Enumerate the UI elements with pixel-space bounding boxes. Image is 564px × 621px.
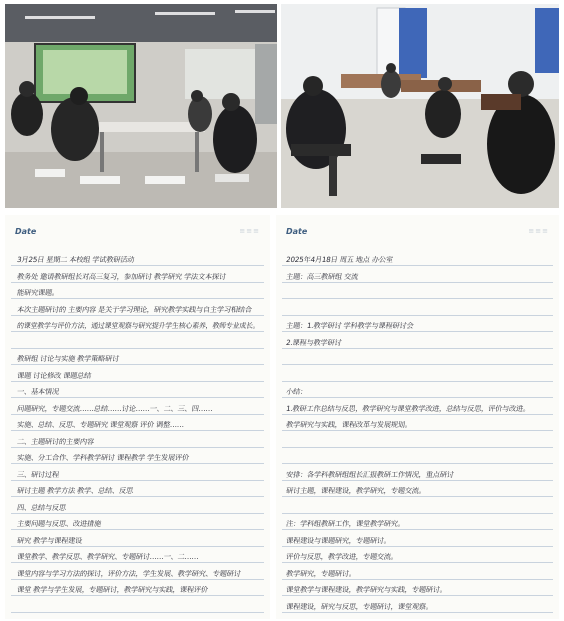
- ruled-line: [11, 612, 264, 613]
- ruled-line: [11, 364, 264, 365]
- handwritten-line: 主题：高三教研组 交流: [285, 271, 359, 281]
- notebook-right-lines: [276, 215, 559, 619]
- ruled-line: [282, 430, 553, 431]
- ruled-line: [11, 331, 264, 332]
- handwritten-line: 课堂教学与课程建设，教学研究与实践，专题研讨。: [285, 585, 448, 594]
- handwritten-line: 评价与反思，教学改进，专题交流。: [285, 552, 399, 561]
- ruled-line: [282, 331, 553, 332]
- ruled-line: [282, 447, 553, 448]
- handwritten-line: 小结：: [285, 387, 308, 396]
- handwritten-line: 课堂内容与学习方法的探讨，评价方法，学生发展、教学研究、专题研讨: [16, 568, 242, 578]
- date-label-right: Date: [286, 227, 308, 236]
- handwritten-line: 课堂教学、教学反思、教学研究、专题研讨……一、二……: [16, 552, 200, 561]
- handwritten-line: 教学研究，专题研讨。: [285, 568, 357, 578]
- handwritten-line: 教研组 讨论与实施 教学策略研讨: [16, 354, 120, 363]
- handwritten-line: 2.课程与教学研讨: [285, 337, 343, 347]
- ruled-line: [282, 529, 553, 530]
- handwritten-line: 问题研究，专题交流……总结……讨论……一、二、三、四……: [16, 403, 214, 413]
- ruled-line: [282, 595, 553, 596]
- ruled-line: [11, 348, 264, 349]
- handwritten-line: 主要问题与反思、改进措施: [16, 519, 102, 528]
- notebook-logo-left: ≡≡≡: [239, 227, 260, 235]
- ruled-line: [282, 562, 553, 563]
- ruled-line: [11, 430, 264, 431]
- notebook-left-lines: [5, 215, 270, 619]
- ruled-line: [282, 496, 553, 497]
- ruled-line: [11, 397, 264, 398]
- date-label-left: Date: [15, 227, 37, 236]
- classroom-scene: [5, 4, 277, 208]
- handwritten-line: 1.教研工作总结与反思，教学研究与课堂教学改进，总结与反思，评价与改进。: [285, 403, 531, 413]
- ruled-line: [282, 513, 553, 514]
- ruled-line: [282, 298, 553, 299]
- handwritten-line: 安排：各学科教研组组长汇报教研工作情况，重点研讨: [285, 469, 455, 479]
- ruled-line: [282, 397, 553, 398]
- ruled-line: [11, 298, 264, 299]
- notebook-page-right: [276, 215, 559, 619]
- ruled-line: [11, 496, 264, 497]
- notebook-page-left: [5, 215, 270, 619]
- office-meeting-photo: [281, 4, 559, 208]
- handwritten-line: 注：学科组教研工作，课堂教学研究。: [285, 519, 406, 528]
- office-scene: [281, 4, 559, 208]
- ruled-line: [282, 463, 553, 464]
- handwritten-line: 本次主题研讨的 主要内容 是关于学习理论，研究教学实践与自主学习相结合: [16, 304, 253, 314]
- ruled-line: [11, 595, 264, 596]
- handwritten-line: 3月25日 星期二 本校组 学试教研活动: [16, 255, 135, 264]
- handwritten-line: 2025年4月18日 周五 地点 办公室: [285, 255, 394, 264]
- notebook-logo-right: ≡≡≡: [528, 227, 549, 235]
- ruled-line: [11, 529, 264, 530]
- handwritten-line: 课堂 教学与学生发展，专题研讨，教学研究与实践，课程评价: [16, 585, 209, 594]
- handwritten-line: 课题 讨论修改 课题总结: [16, 370, 92, 380]
- handwritten-line: 研讨主题，课程建设，教学研究，专题交流。: [285, 486, 427, 495]
- ruled-line: [11, 562, 264, 563]
- ruled-line: [282, 364, 553, 365]
- ruled-line: [11, 463, 264, 464]
- ruled-line: [282, 265, 553, 266]
- handwritten-line: 的课堂教学与评价方法，通过课堂观察与研究提升学生核心素养，教师专业成长。: [16, 321, 261, 330]
- handwritten-line: 一、基本情况: [16, 387, 60, 396]
- handwritten-line: 三、研讨过程: [16, 469, 60, 479]
- handwritten-line: 课程建设，研究与反思，专题研讨，课堂观察。: [285, 601, 434, 611]
- handwritten-line: 实施、总结、反思、专题研究 课堂观察 评价 调整……: [16, 420, 185, 429]
- handwritten-line: 主题：1.教学研讨 学科教学与课程研讨会: [285, 321, 415, 330]
- handwritten-line: 四、总结与反思: [16, 502, 67, 512]
- handwritten-line: 课程建设与课题研究，专题研讨。: [285, 535, 392, 545]
- handwritten-line: 实施、分工合作、学科教学研讨 课程教学 学生发展评价: [16, 453, 190, 462]
- handwritten-line: 研讨主题 教学方法 教学、总结、反思: [16, 486, 134, 495]
- handwritten-line: 教学研究与实践，课程改革与发展规划。: [285, 420, 413, 429]
- classroom-meeting-photo: [5, 4, 277, 208]
- ruled-line: [11, 265, 264, 266]
- handwritten-line: 教务处 邀请教研组长对高三复习，参加研讨 教学研究 学法文本探讨: [16, 271, 227, 281]
- ruled-line: [282, 381, 553, 382]
- ruled-line: [282, 315, 553, 316]
- handwritten-line: 研究 教学与课程建设: [16, 535, 83, 545]
- handwritten-line: 能研究课题。: [16, 288, 60, 297]
- handwritten-line: 二、主题研讨的主要内容: [16, 436, 95, 446]
